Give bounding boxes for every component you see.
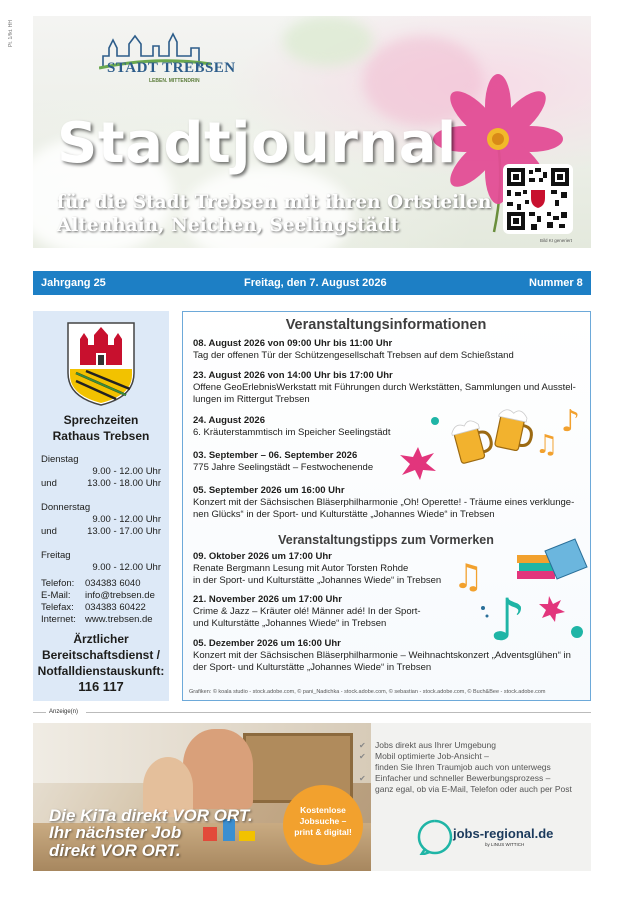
benefit-text: ✔ Mobil optimierte Job-Ansicht – xyxy=(375,751,489,761)
event-item xyxy=(193,450,373,474)
events-panel xyxy=(182,311,591,701)
badge-line: Jobsuche – xyxy=(299,816,347,826)
office-hours-heading-2: Rathaus Trebsen xyxy=(52,429,150,443)
events-heading: Veranstaltungsinformationen xyxy=(285,317,487,333)
block xyxy=(239,831,255,841)
contact-label: Telefax: xyxy=(41,602,74,613)
page-title: Stadtjournal xyxy=(57,111,457,176)
event-description: Konzert mit der Sächsischen Bläserphilharmonie „Oh! Operette! - Träume eines verklunge- xyxy=(193,497,575,508)
event-description: Tag der offenen Tür der Schützengesellschaft Trebsen auf dem Schießstand xyxy=(193,350,514,361)
event-description: lungen im Rittergut Trebsen xyxy=(193,394,310,405)
event-description: Crime & Jazz – Kräuter olé! Männer adé! In der Sport- xyxy=(193,606,421,617)
contact-label: Telefon: xyxy=(41,578,75,589)
event-date: 05. Dezember 2026 um 16:00 Uhr xyxy=(193,638,341,649)
hours-time: 9.00 - 12.00 Uhr xyxy=(92,562,161,573)
badge-line: Kostenlose xyxy=(300,805,346,815)
event-description: nen Glücks“ in der Sport- und Kulturstätte „Johannes Wiede“ in Trebsen xyxy=(193,509,495,520)
event-item xyxy=(193,415,390,439)
free-search-badge xyxy=(283,785,363,865)
event-description: der Sport- und Kulturstätte „Johannes Wiede“ in Trebsen xyxy=(193,662,432,673)
music-notes-icon xyxy=(453,552,589,642)
event-date: 23. August 2026 von 14:00 Uhr bis 17:00 Uhr xyxy=(193,370,393,381)
event-item xyxy=(193,485,574,521)
event-date: 05. September 2026 um 16:00 Uhr xyxy=(193,485,345,496)
volume-label: Jahrgang 25 xyxy=(41,277,106,289)
town-crest-icon xyxy=(66,321,136,407)
hours-time: 13.00 - 18.00 Uhr xyxy=(87,478,161,489)
contact-value[interactable]: info@trebsen.de xyxy=(85,590,155,601)
publisher-credit: by LINUS WITTICH xyxy=(485,842,525,847)
graphics-credit: Grafiken: © koala studio - stock.adobe.com, © pani_Nadichka - stock.adobe.com, © sebastian - stock.adobe.com, © Buch&Bee - stock.adobe.com xyxy=(189,689,546,695)
job-advertisement[interactable] xyxy=(33,723,591,871)
weekday-label: und xyxy=(41,478,57,489)
town-hall-sidebar xyxy=(33,311,169,701)
contact-label: Internet: xyxy=(41,614,76,625)
emergency-heading-3: Notfalldienstauskunft: xyxy=(37,664,165,678)
event-date: 03. September – 06. September 2026 xyxy=(193,450,358,461)
event-tip-item xyxy=(193,551,441,587)
issue-date: Freitag, den 7. August 2026 xyxy=(244,277,387,289)
ad-headline-2: Ihr nächster Job xyxy=(49,823,182,842)
event-date: 21. November 2026 um 17:00 Uhr xyxy=(193,594,342,605)
benefit-item xyxy=(359,773,572,795)
qr-code[interactable] xyxy=(503,164,573,234)
event-date: 08. August 2026 von 09:00 Uhr bis 11:00 Uhr xyxy=(193,338,393,349)
hours-time: 9.00 - 12.00 Uhr xyxy=(92,514,161,525)
event-description: Offene GeoErlebnisWerkstatt mit Führungen durch Werkstätten, Sammlungen und Ausstel- xyxy=(193,382,576,393)
teacher-figure xyxy=(183,729,253,809)
event-item xyxy=(193,338,514,362)
qr-code-icon xyxy=(507,168,569,230)
event-description: in der Sport- und Kulturstätte „Johannes Wiede“ in Trebsen xyxy=(193,575,442,586)
emergency-heading-1: Ärztlicher xyxy=(73,632,129,646)
ad-label: Anzeige(n) xyxy=(49,709,79,715)
benefit-item xyxy=(359,751,572,773)
jobs-regional-link[interactable]: jobs-regional.de xyxy=(453,826,554,841)
event-description: Konzert mit der Sächsischen Bläserphilharmonie – Weihnachtskonzert „Adventsglühen“ in xyxy=(193,650,571,661)
ad-benefits-list xyxy=(359,740,572,795)
logo-wordmark: STADT TREBSEN xyxy=(107,60,236,76)
benefit-text: finden Sie Ihren Traumjob auch von unterwegs xyxy=(375,762,551,772)
event-date: 24. August 2026 xyxy=(193,415,265,426)
svg-text:♪: ♪ xyxy=(561,405,581,439)
print-note: Pt. 1/fkt. HH xyxy=(8,20,14,47)
event-description: und Kulturstätte „Johannes Wiede“ in Trebsen xyxy=(193,618,387,629)
contact-value: 034383 60422 xyxy=(85,602,146,613)
benefit-item xyxy=(359,740,572,751)
issue-number: Nummer 8 xyxy=(529,277,583,289)
benefit-text: ✔ Einfacher und schneller Bewerbungsprozess – xyxy=(375,773,551,783)
event-item xyxy=(193,370,576,406)
tips-heading: Veranstaltungstipps zum Vormerken xyxy=(278,533,494,547)
emergency-number: 116 117 xyxy=(78,679,124,694)
svg-text:♫: ♫ xyxy=(453,557,484,597)
event-description: 775 Jahre Seelingstädt – Festwochenende xyxy=(193,462,374,473)
block xyxy=(203,827,217,841)
event-date: 09. Oktober 2026 um 17:00 Uhr xyxy=(193,551,332,562)
subtitle-line-1: für die Stadt Trebsen mit ihren Ortsteilen xyxy=(57,192,492,213)
logo-tagline: LEBEN. MITTENDRIN xyxy=(149,78,200,84)
green-blur xyxy=(283,16,373,66)
ad-divider xyxy=(86,712,591,713)
badge-line: print & digital! xyxy=(294,827,352,837)
qr-note: Bild KI generiert xyxy=(540,238,573,243)
svg-text:♪: ♪ xyxy=(489,586,527,642)
benefit-text: ✔ Jobs direkt aus Ihrer Umgebung xyxy=(375,740,496,750)
issue-info-bar xyxy=(33,271,591,295)
weekday-label: Donnerstag xyxy=(41,502,91,513)
event-description: Renate Bergmann Lesung mit Autor Torsten Rohde xyxy=(193,563,409,574)
hours-time: 9.00 - 12.00 Uhr xyxy=(92,466,161,477)
weekday-label: und xyxy=(41,526,57,537)
ad-headline-3: direkt VOR ORT. xyxy=(49,841,181,860)
contact-value[interactable]: www.trebsen.de xyxy=(85,614,153,625)
subtitle-line-2: Altenhain, Neichen, Seelingstädt xyxy=(57,215,400,236)
event-description: 6. Kräuterstammtisch im Speicher Seelingstädt xyxy=(193,427,391,438)
weekday-label: Freitag xyxy=(41,550,71,561)
weekday-label: Dienstag xyxy=(41,454,79,465)
contact-label: E-Mail: xyxy=(41,590,71,601)
emergency-heading-2: Bereitschaftsdienst / xyxy=(41,648,161,662)
office-hours-heading-1: Sprechzeiten xyxy=(63,413,139,427)
star-splash-icon xyxy=(398,445,438,481)
svg-text:♫: ♫ xyxy=(535,430,559,460)
header-banner xyxy=(33,16,591,248)
benefit-text: ganz egal, ob via E-Mail, Telefon oder auch per Post xyxy=(375,784,572,794)
hours-time: 13.00 - 17.00 Uhr xyxy=(87,526,161,537)
beer-mugs-icon xyxy=(429,405,589,485)
ad-headline-1: Die KiTa direkt VOR ORT. xyxy=(49,806,253,825)
ad-divider xyxy=(33,712,46,713)
event-tip-item xyxy=(193,594,421,630)
contact-value[interactable]: 034383 6040 xyxy=(85,578,141,589)
event-tip-item xyxy=(193,638,571,674)
